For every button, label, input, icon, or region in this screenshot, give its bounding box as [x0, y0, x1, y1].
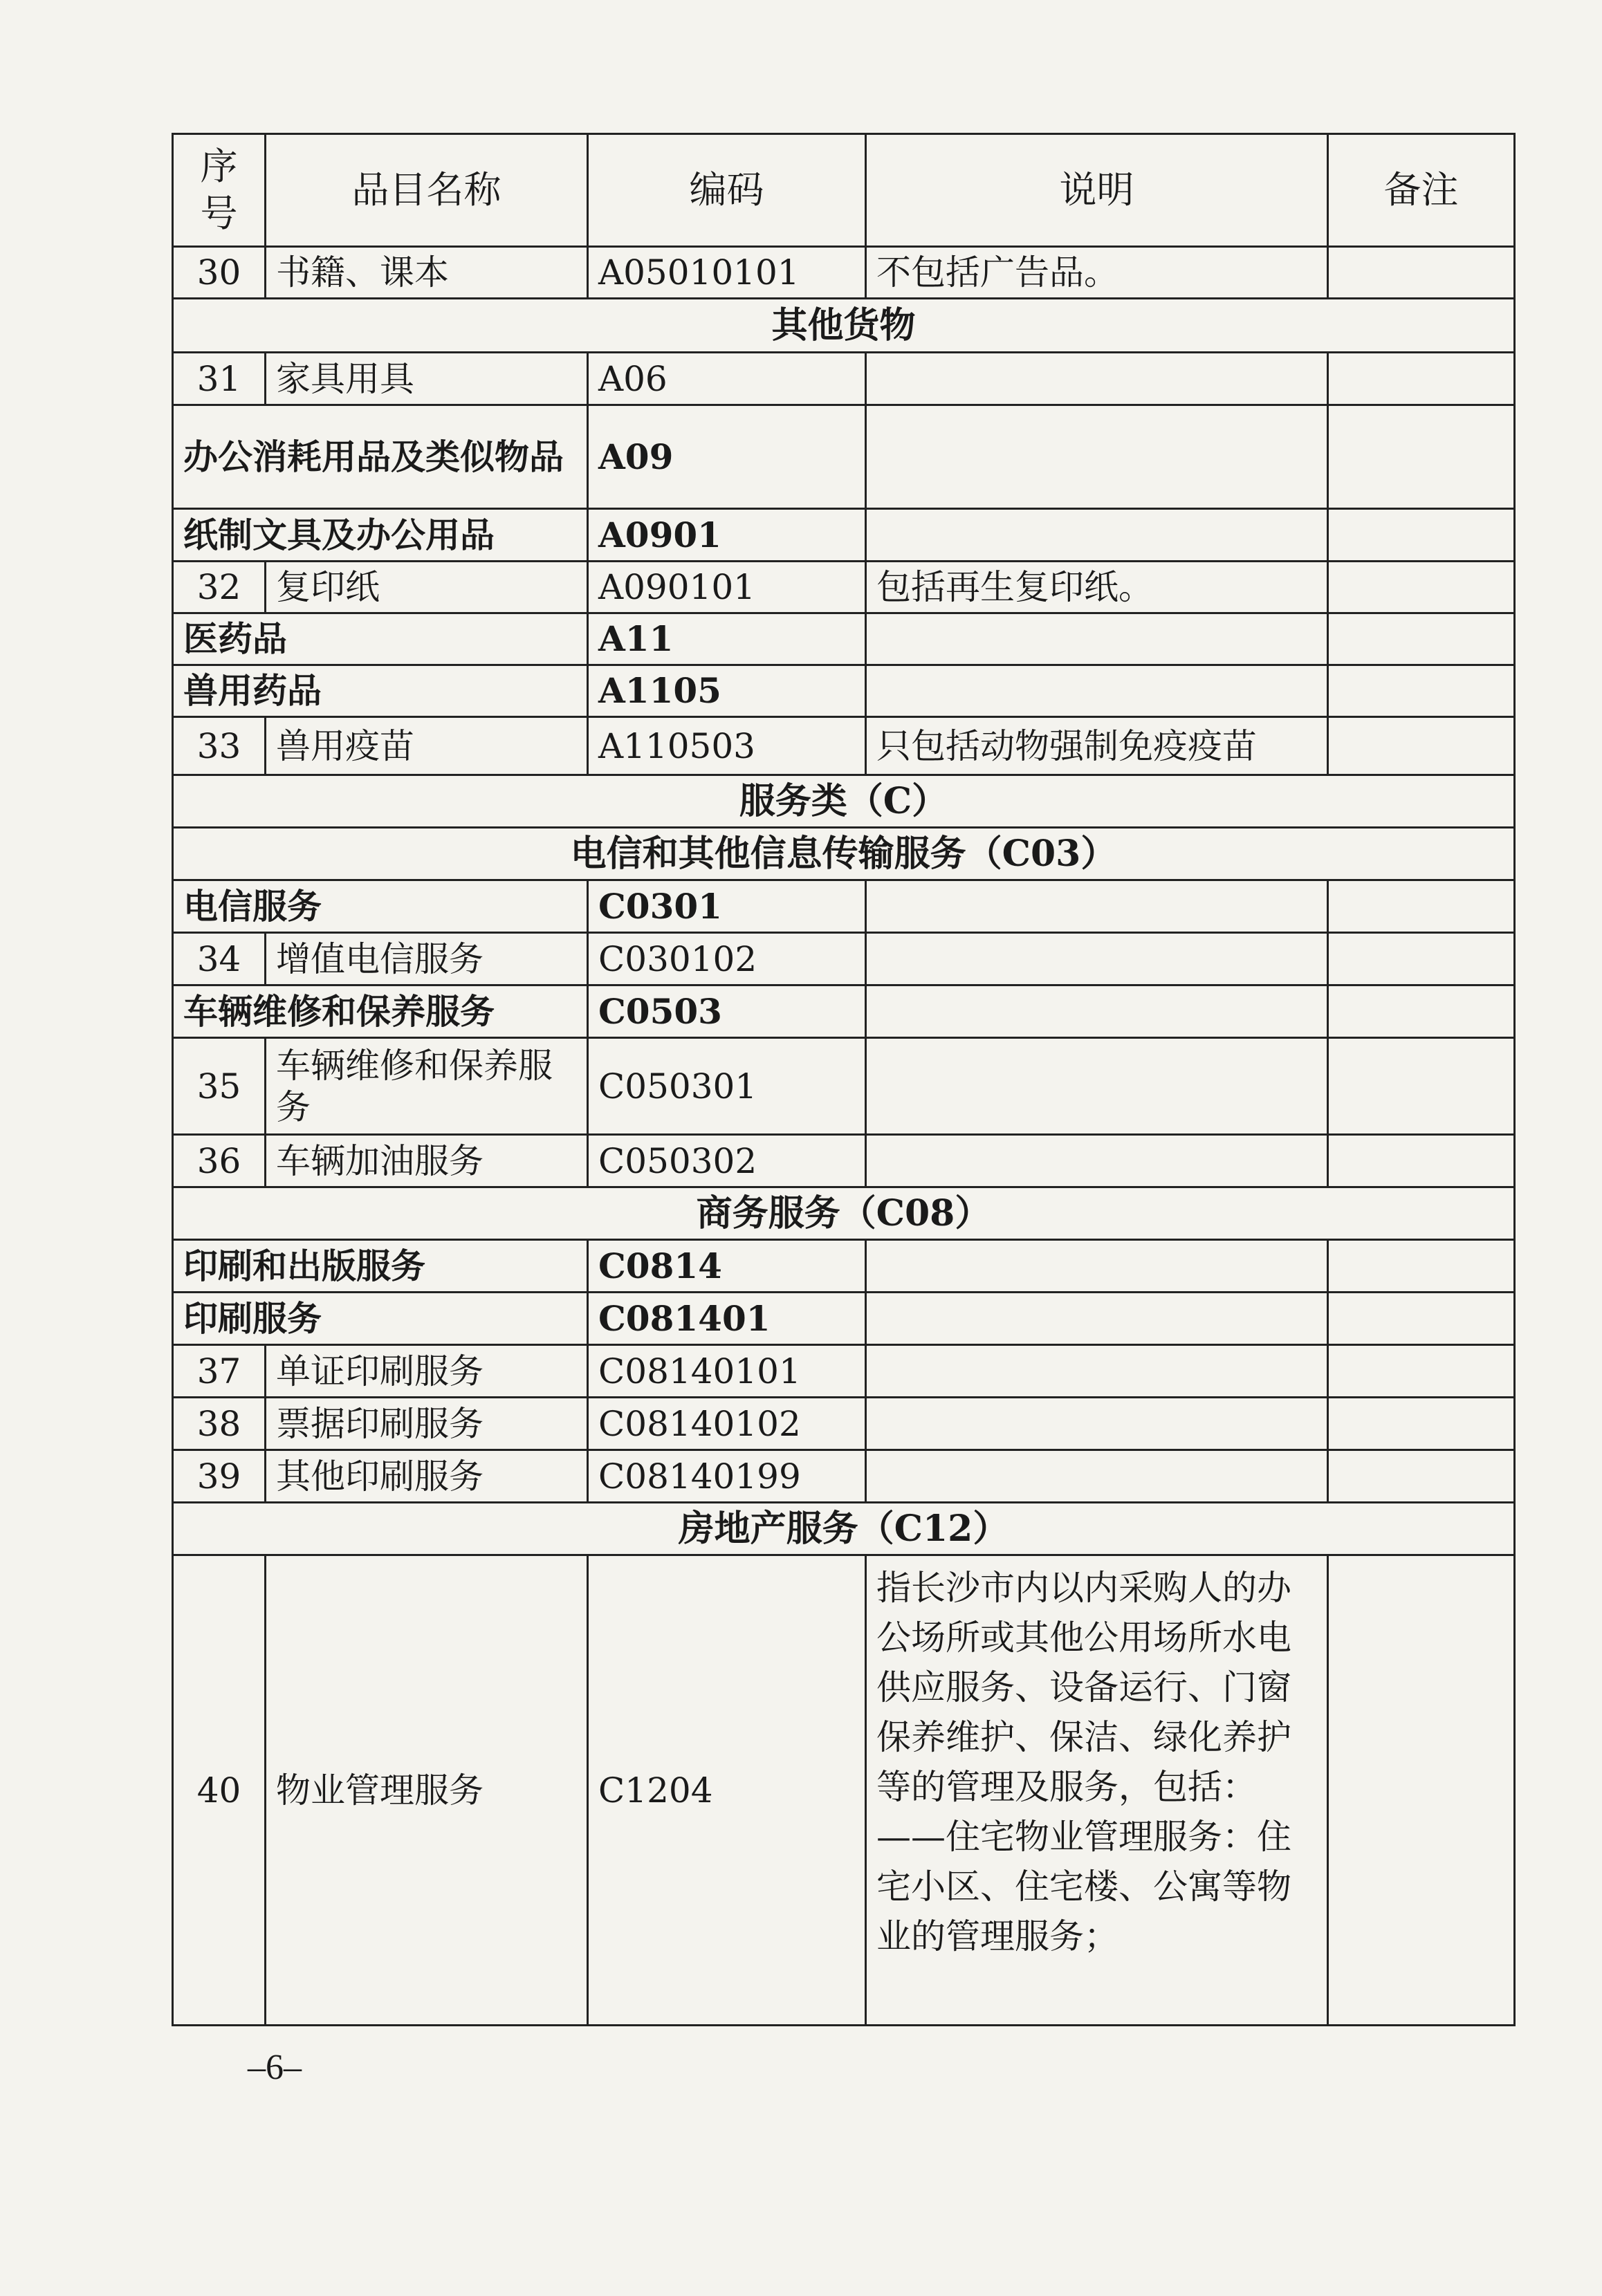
category-note	[1328, 405, 1515, 509]
row-name: 书籍、课本	[266, 247, 588, 299]
row-code: C030102	[588, 933, 866, 985]
row-code: C08140102	[588, 1398, 866, 1450]
row-name: 车辆加油服务	[266, 1135, 588, 1187]
category-desc	[866, 985, 1328, 1038]
category-row	[173, 1240, 1515, 1293]
table-header-row	[173, 134, 1515, 247]
row-desc	[866, 933, 1328, 985]
row-note	[1328, 1398, 1515, 1450]
row-code: C1204	[588, 1555, 866, 2026]
row-note	[1328, 933, 1515, 985]
section-title: 服务类（C）	[173, 775, 1515, 828]
row-seq: 40	[173, 1555, 266, 2026]
category-desc	[866, 405, 1328, 509]
row-seq: 34	[173, 933, 266, 985]
category-name: 车辆维修和保养服务	[173, 985, 588, 1038]
header-seq	[173, 134, 266, 247]
row-name: 兽用疫苗	[266, 717, 588, 775]
category-note	[1328, 613, 1515, 665]
table-row	[173, 933, 1515, 985]
table-row	[173, 717, 1515, 775]
category-desc	[866, 613, 1328, 665]
page-number: –6–	[248, 2048, 302, 2087]
category-row	[173, 613, 1515, 665]
category-name: 兽用药品	[173, 665, 588, 717]
row-desc: 包括再生复印纸。	[866, 562, 1328, 613]
section-row	[173, 1187, 1515, 1240]
row-seq: 35	[173, 1038, 266, 1135]
category-code: C0301	[588, 880, 866, 933]
row-code: A06	[588, 353, 866, 405]
category-code: A1105	[588, 665, 866, 717]
category-note	[1328, 509, 1515, 562]
row-desc	[866, 1450, 1328, 1503]
row-seq: 38	[173, 1398, 266, 1450]
row-desc	[866, 353, 1328, 405]
row-name: 车辆维修和保养服务	[266, 1038, 588, 1135]
row-name: 增值电信服务	[266, 933, 588, 985]
row-code: C08140199	[588, 1450, 866, 1503]
table-row	[173, 1398, 1515, 1450]
category-note	[1328, 1240, 1515, 1293]
row-name: 单证印刷服务	[266, 1345, 588, 1398]
row-desc: 不包括广告品。	[866, 247, 1328, 299]
row-seq: 37	[173, 1345, 266, 1398]
row-seq: 32	[173, 562, 266, 613]
category-desc	[866, 509, 1328, 562]
table-row	[173, 562, 1515, 613]
section-title: 电信和其他信息传输服务（C03）	[173, 828, 1515, 880]
category-desc	[866, 880, 1328, 933]
category-name: 电信服务	[173, 880, 588, 933]
category-code: A09	[588, 405, 866, 509]
category-code: C0814	[588, 1240, 866, 1293]
category-name: 医药品	[173, 613, 588, 665]
row-seq: 33	[173, 717, 266, 775]
category-name: 印刷服务	[173, 1293, 588, 1345]
section-row	[173, 775, 1515, 828]
header-desc: 说明	[866, 134, 1328, 247]
row-desc	[866, 1135, 1328, 1187]
section-title: 房地产服务（C12）	[173, 1503, 1515, 1555]
table-row	[173, 1135, 1515, 1187]
row-name: 其他印刷服务	[266, 1450, 588, 1503]
row-code: A05010101	[588, 247, 866, 299]
header-seq-line1: 序	[200, 145, 238, 188]
row-desc	[866, 1345, 1328, 1398]
header-code: 编码	[588, 134, 866, 247]
category-row	[173, 985, 1515, 1038]
header-note: 备注	[1328, 134, 1515, 247]
category-name: 纸制文具及办公用品	[173, 509, 588, 562]
row-desc: 只包括动物强制免疫疫苗	[866, 717, 1328, 775]
category-code: A0901	[588, 509, 866, 562]
row-code: C050301	[588, 1038, 866, 1135]
section-row	[173, 828, 1515, 880]
section-title: 商务服务（C08）	[173, 1187, 1515, 1240]
row-note	[1328, 353, 1515, 405]
row-note	[1328, 1450, 1515, 1503]
row-name: 物业管理服务	[266, 1555, 588, 2026]
section-title: 其他货物	[173, 299, 1515, 353]
catalog-table	[172, 133, 1516, 2026]
row-seq: 30	[173, 247, 266, 299]
row-code: C08140101	[588, 1345, 866, 1398]
category-code: C0503	[588, 985, 866, 1038]
row-note	[1328, 1345, 1515, 1398]
category-code: C081401	[588, 1293, 866, 1345]
category-row	[173, 405, 1515, 509]
section-row	[173, 1503, 1515, 1555]
category-name: 印刷和出版服务	[173, 1240, 588, 1293]
category-note	[1328, 880, 1515, 933]
category-row	[173, 880, 1515, 933]
category-row	[173, 665, 1515, 717]
row-desc: 指长沙市内以内采购人的办公场所或其他公用场所水电供应服务、设备运行、门窗保养维护、保洁、绿化养护等的管理及服务，包括： ——住宅物业管理服务：住宅小区、住宅楼、公寓等物业的管理服务；	[866, 1555, 1328, 2026]
row-name: 复印纸	[266, 562, 588, 613]
row-note	[1328, 1038, 1515, 1135]
row-seq: 36	[173, 1135, 266, 1187]
category-desc	[866, 1293, 1328, 1345]
table-row	[173, 1450, 1515, 1503]
category-row	[173, 1293, 1515, 1345]
header-seq-line2: 号	[200, 192, 238, 235]
row-name: 家具用具	[266, 353, 588, 405]
category-row	[173, 509, 1515, 562]
table-row	[173, 353, 1515, 405]
row-note	[1328, 717, 1515, 775]
row-note	[1328, 247, 1515, 299]
category-code: A11	[588, 613, 866, 665]
category-desc	[866, 1240, 1328, 1293]
row-name: 票据印刷服务	[266, 1398, 588, 1450]
row-desc	[866, 1398, 1328, 1450]
table-row	[173, 1555, 1515, 2026]
category-note	[1328, 1293, 1515, 1345]
category-desc	[866, 665, 1328, 717]
row-note	[1328, 1135, 1515, 1187]
row-code: A110503	[588, 717, 866, 775]
row-code: A090101	[588, 562, 866, 613]
row-desc	[866, 1038, 1328, 1135]
row-code: C050302	[588, 1135, 866, 1187]
category-note	[1328, 985, 1515, 1038]
section-row	[173, 299, 1515, 353]
row-note	[1328, 1555, 1515, 2026]
table-row	[173, 1038, 1515, 1135]
row-note	[1328, 562, 1515, 613]
header-name: 品目名称	[266, 134, 588, 247]
row-seq: 39	[173, 1450, 266, 1503]
row-seq: 31	[173, 353, 266, 405]
table-row	[173, 1345, 1515, 1398]
category-note	[1328, 665, 1515, 717]
table-row	[173, 247, 1515, 299]
category-name: 办公消耗用品及类似物品	[173, 405, 588, 509]
